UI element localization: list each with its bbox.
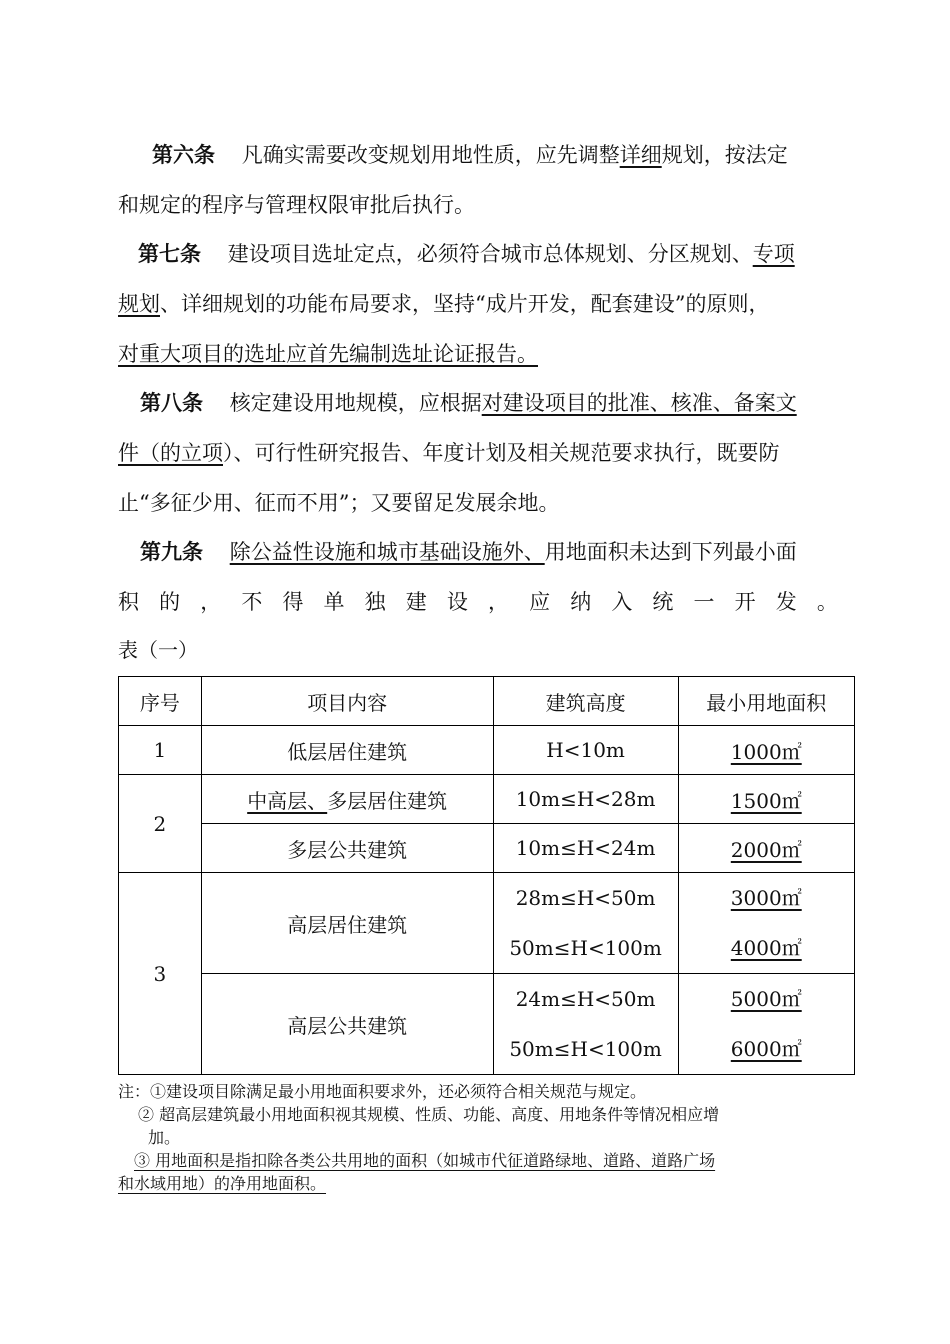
header-item: 项目内容 xyxy=(201,677,493,726)
note-2: ② 超高层建筑最小用地面积视其规模、性质、功能、高度、用地条件等情况相应增 xyxy=(138,1105,720,1124)
article-6-underlined: 详细 xyxy=(619,143,662,167)
article-7-text-2: 、详细规划的功能布局要求，坚持“成片开发，配套建设”的原则， xyxy=(160,292,770,316)
area-value: 6000㎡ xyxy=(730,1037,802,1061)
article-8-underlined: 对建设项目的批准、核准、备案文 xyxy=(481,391,797,415)
height-value: 24m≤H<50m xyxy=(515,987,656,1011)
row-item: 多层公共建筑 xyxy=(201,824,493,873)
article-9-char: 发 xyxy=(775,590,797,614)
row-area xyxy=(678,726,854,775)
article-8-line-2 xyxy=(118,428,838,478)
height-value: 50m≤H<100m xyxy=(509,936,662,960)
article-9-char: 一 xyxy=(693,590,715,614)
article-6-text-end: 规划，按法定 xyxy=(661,143,788,167)
article-8-text: 核定建设用地规模，应根据 xyxy=(229,391,482,415)
article-6-line-1 xyxy=(118,130,838,180)
row-height xyxy=(493,974,678,1075)
article-7-underlined-3: 对重大项目的选址应首先编制选址论证报告。 xyxy=(118,342,538,366)
article-7-line-1 xyxy=(118,229,838,279)
row-height: 10m≤H<24m xyxy=(493,824,678,873)
minimum-land-area-table xyxy=(118,676,855,1075)
table-notes xyxy=(118,1080,838,1195)
table-caption: 表（一） xyxy=(118,638,198,662)
article-9-text: 用地面积未达到下列最小面 xyxy=(544,540,797,564)
article-8-line-3: 止“多征少用、征而不用”；又要留足发展余地。 xyxy=(118,491,560,515)
article-9-char: 单 xyxy=(323,590,345,614)
article-8-line-1 xyxy=(118,378,838,428)
row-area xyxy=(678,873,854,974)
header-no: 序号 xyxy=(119,677,202,726)
row-item: 高层居住建筑 xyxy=(201,873,493,974)
article-9-char: 纳 xyxy=(570,590,592,614)
row-area xyxy=(678,775,854,824)
row-height xyxy=(493,873,678,974)
area-value: 1000㎡ xyxy=(730,739,802,764)
note-1: 注：①建设项目除满足最小用地面积要求外，还必须符合相关规范与规定。 xyxy=(118,1082,647,1101)
header-height: 建筑高度 xyxy=(493,677,678,726)
area-value: 2000㎡ xyxy=(730,837,802,862)
table-row xyxy=(119,873,855,974)
row-area xyxy=(678,824,854,873)
article-8-underlined-2: 件（的立项 xyxy=(118,441,223,465)
article-7-heading: 第七条 xyxy=(138,242,201,266)
article-8 xyxy=(118,378,838,528)
article-7-line-2 xyxy=(118,279,838,329)
table-row xyxy=(119,974,855,1075)
article-6-line-2: 和规定的程序与管理权限审批后执行。 xyxy=(118,193,475,217)
article-9-char: 设 xyxy=(446,590,468,614)
article-9 xyxy=(118,527,838,627)
article-9-char: 积 xyxy=(118,590,139,614)
article-6-text: 凡确实需要改变规划用地性质，应先调整 xyxy=(241,143,620,167)
row-item xyxy=(201,775,493,824)
area-line xyxy=(679,873,854,923)
article-9-char: 得 xyxy=(282,590,304,614)
row-area xyxy=(678,974,854,1075)
article-7-text: 建设项目选址定点，必须符合城市总体规划、分区规划、 xyxy=(227,242,753,266)
article-7-underlined-2: 规划 xyxy=(118,292,160,316)
article-9-char: 。 xyxy=(816,590,838,614)
article-8-heading: 第八条 xyxy=(140,391,203,415)
note-3-cont xyxy=(118,1172,838,1195)
header-area: 最小用地面积 xyxy=(678,677,854,726)
table-row xyxy=(119,726,855,775)
note-3-text: ③ 用地面积是指扣除各类公共用地的面积（如城市代征道路绿地、道路、道路广场 xyxy=(134,1151,716,1170)
area-value: 1500㎡ xyxy=(730,788,802,813)
height-value: 50m≤H<100m xyxy=(509,1037,662,1061)
area-line xyxy=(679,974,854,1024)
article-7 xyxy=(118,229,838,379)
article-9-char: ， xyxy=(487,590,509,614)
article-9-char: 开 xyxy=(734,590,756,614)
article-6 xyxy=(118,130,838,230)
article-9-char: 统 xyxy=(652,590,674,614)
row-item: 低层居住建筑 xyxy=(201,726,493,775)
area-line xyxy=(679,1024,854,1074)
article-9-char: 应 xyxy=(529,590,551,614)
article-9-char: ， xyxy=(200,590,222,614)
area-value: 5000㎡ xyxy=(730,987,802,1011)
article-9-line-2 xyxy=(118,577,838,627)
area-value: 4000㎡ xyxy=(730,936,802,960)
article-9-char: 独 xyxy=(364,590,386,614)
area-line xyxy=(679,923,854,973)
article-9-char: 建 xyxy=(405,590,427,614)
row-no: 2 xyxy=(119,775,202,873)
height-value: 28m≤H<50m xyxy=(515,886,656,910)
table-row xyxy=(119,775,855,824)
article-9-char: 入 xyxy=(611,590,633,614)
row-item: 高层公共建筑 xyxy=(201,974,493,1075)
area-value: 3000㎡ xyxy=(730,886,802,910)
note-2-cont: 加。 xyxy=(148,1128,181,1147)
row-no: 3 xyxy=(119,873,202,1075)
article-7-underlined: 专项 xyxy=(752,242,795,266)
article-6-heading: 第六条 xyxy=(152,143,215,167)
article-7-line-3 xyxy=(118,329,838,379)
article-9-underlined: 除公益性设施和城市基础设施外、 xyxy=(229,540,545,564)
item-underlined: 中高层、 xyxy=(247,788,328,813)
article-9-heading: 第九条 xyxy=(140,540,203,564)
table-row xyxy=(119,824,855,873)
note-3 xyxy=(118,1149,838,1172)
row-no: 1 xyxy=(119,726,202,775)
note-3-text-cont: 和水域用地）的净用地面积。 xyxy=(118,1174,327,1193)
article-8-text-2: ）、可行性研究报告、年度计划及相关规范要求执行，既要防 xyxy=(223,441,780,465)
article-9-line-1 xyxy=(118,527,838,577)
article-9-char: 不 xyxy=(241,590,263,614)
row-height: 10m≤H<28m xyxy=(493,775,678,824)
table-header-row xyxy=(119,677,855,726)
row-height: H<10m xyxy=(493,726,678,775)
article-9-char: 的 xyxy=(159,590,181,614)
item-text: 多层居住建筑 xyxy=(327,788,448,813)
